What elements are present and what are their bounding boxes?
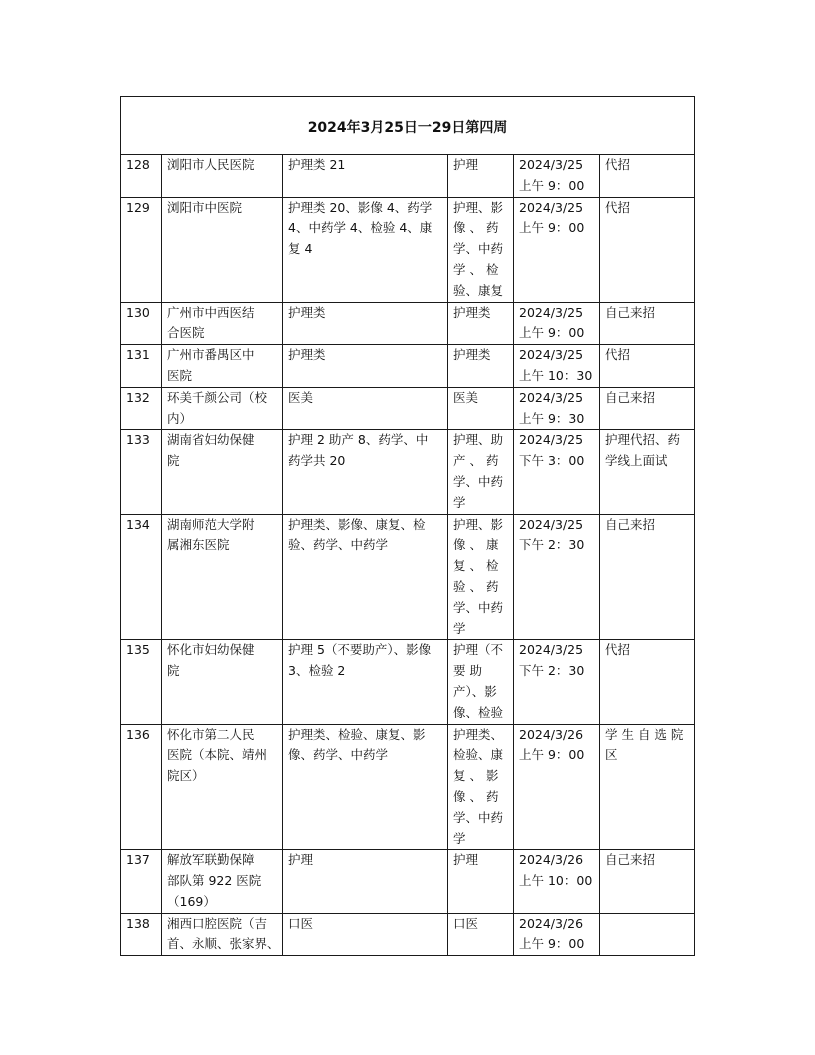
institution-name-line: 属湘东医院	[167, 537, 230, 553]
interview-time-line: 2024/3/25	[519, 304, 584, 320]
institution-name-line: 院	[167, 453, 180, 469]
institution-name-line: 部队第 922 医院	[167, 873, 262, 889]
interview-time-line: 上午 9：30	[519, 410, 585, 426]
institution-name-line: 怀化市妇幼保健	[167, 642, 255, 658]
table-row	[121, 514, 695, 640]
institution-name-line: 广州市番禺区中	[167, 347, 255, 363]
recruit-method-cell	[600, 913, 695, 956]
row-number: 136	[126, 726, 150, 742]
institution-name-line: 湖南省妇幼保健	[167, 432, 255, 448]
interview-time-line: 上午 10：30	[519, 367, 593, 383]
positions-quota-cell	[283, 387, 448, 430]
row-number-cell	[121, 430, 162, 514]
major-category-line: 护理类	[453, 347, 491, 363]
major-category-line: 护理、助	[453, 432, 504, 448]
institution-name-cell	[162, 724, 283, 850]
interview-time-cell	[514, 514, 600, 640]
major-category-line: 产）、影	[453, 683, 497, 699]
institution-name-line: 院区）	[167, 768, 205, 784]
recruit-method-line: 自己来招	[605, 516, 656, 532]
interview-time-line: 2024/3/25	[519, 199, 584, 215]
positions-quota-line: 护理类	[288, 304, 326, 320]
row-number: 138	[126, 915, 150, 931]
positions-quota-line: 护理类 21	[288, 157, 346, 172]
major-category-line: 像 、 药	[453, 788, 499, 804]
institution-name-line: 首、永顺、张家界、	[167, 936, 280, 952]
major-category-line: 护理、影	[453, 516, 504, 532]
row-number-cell	[121, 913, 162, 956]
institution-name-line: 怀化市第二人民	[167, 726, 255, 742]
positions-quota-cell	[283, 197, 448, 302]
recruit-method-line: 自己来招	[605, 852, 656, 868]
major-category-line: 复 、 影	[453, 768, 499, 784]
recruit-method-cell	[600, 345, 695, 388]
row-number-cell	[121, 197, 162, 302]
row-number: 134	[126, 516, 150, 532]
interview-time-line: 下午 3：00	[519, 453, 585, 469]
interview-time-line: 下午 2：30	[519, 663, 585, 679]
major-category-line: 学、中药	[453, 473, 504, 489]
institution-name-line: 解放军联勤保障	[167, 852, 255, 868]
institution-name-line: 广州市中西医结	[167, 304, 255, 320]
row-number: 129	[126, 199, 150, 215]
recruit-method-line: 代招	[605, 199, 631, 215]
interview-time-line: 2024/3/25	[519, 389, 584, 405]
positions-quota-cell	[283, 850, 448, 913]
positions-quota-line: 护理 5（不要助产）、影像	[288, 642, 432, 658]
recruit-method-cell	[600, 155, 695, 198]
major-category-line: 学	[453, 620, 466, 636]
table-body	[121, 97, 695, 956]
major-category-line: 验、康复	[453, 282, 504, 298]
major-category-cell	[448, 514, 514, 640]
row-number: 132	[126, 389, 150, 405]
positions-quota-line: 口医	[288, 915, 314, 931]
major-category-cell	[448, 345, 514, 388]
recruit-method-line: 学线上面试	[605, 453, 668, 469]
institution-name-line: 医院	[167, 367, 193, 383]
positions-quota-cell	[283, 302, 448, 345]
positions-quota-cell	[283, 640, 448, 724]
major-category-cell	[448, 640, 514, 724]
interview-time-cell	[514, 197, 600, 302]
institution-name-cell	[162, 345, 283, 388]
positions-quota-cell	[283, 345, 448, 388]
institution-name-cell	[162, 155, 283, 198]
institution-name-line: 湖南师范大学附	[167, 516, 255, 532]
recruit-method-cell	[600, 850, 695, 913]
row-number-cell	[121, 724, 162, 850]
positions-quota-line: 护理 2 助产 8、药学、中	[288, 432, 429, 448]
positions-quota-line: 验、药学、中药学	[288, 537, 389, 553]
major-category-line: 医美	[453, 389, 479, 405]
major-category-line: 护理（不	[453, 642, 504, 658]
interview-time-line: 上午 9：00	[519, 220, 585, 236]
major-category-line: 检验、康	[453, 747, 504, 763]
major-category-line: 学、中药	[453, 241, 504, 257]
row-number: 137	[126, 852, 150, 868]
major-category-cell	[448, 913, 514, 956]
row-number-cell	[121, 850, 162, 913]
recruit-method-line: 学 生 自 选 院	[605, 726, 684, 742]
row-number-cell	[121, 155, 162, 198]
positions-quota-line: 像、药学、中药学	[288, 747, 389, 763]
recruit-method-line: 代招	[605, 157, 631, 172]
interview-time-cell	[514, 430, 600, 514]
interview-time-cell	[514, 387, 600, 430]
positions-quota-cell	[283, 155, 448, 198]
row-number: 133	[126, 432, 150, 448]
interview-time-line: 上午 9：00	[519, 177, 585, 193]
institution-name-line: 内）	[167, 410, 193, 426]
row-number-cell	[121, 640, 162, 724]
recruit-method-line: 代招	[605, 347, 631, 363]
positions-quota-line: 护理	[288, 852, 314, 868]
table-row	[121, 387, 695, 430]
positions-quota-cell	[283, 514, 448, 640]
interview-time-cell	[514, 155, 600, 198]
positions-quota-cell	[283, 430, 448, 514]
recruit-method-cell	[600, 430, 695, 514]
recruit-method-line: 区	[605, 747, 618, 763]
positions-quota-line: 护理类、影像、康复、检	[288, 516, 426, 532]
positions-quota-line: 护理类 20、影像 4、药学	[288, 199, 433, 215]
table-row	[121, 430, 695, 514]
table-row	[121, 197, 695, 302]
recruit-method-line: 护理代招、药	[605, 432, 681, 448]
recruit-method-line: 自己来招	[605, 304, 656, 320]
row-number-cell	[121, 345, 162, 388]
institution-name-line: 合医院	[167, 325, 205, 341]
major-category-line: 产 、 药	[453, 453, 499, 469]
major-category-line: 复 、 检	[453, 558, 499, 574]
major-category-line: 学、中药	[453, 809, 504, 825]
positions-quota-line: 3、检验 2	[288, 663, 346, 679]
row-number-cell	[121, 302, 162, 345]
row-number: 128	[126, 157, 150, 172]
interview-time-line: 2024/3/25	[519, 157, 584, 172]
institution-name-line: （169）	[167, 893, 216, 909]
recruit-method-cell	[600, 724, 695, 850]
interview-time-line: 2024/3/25	[519, 642, 584, 658]
positions-quota-line: 医美	[288, 389, 314, 405]
major-category-line: 像 、 康	[453, 537, 499, 553]
recruit-method-cell	[600, 197, 695, 302]
interview-time-cell	[514, 913, 600, 956]
institution-name-cell	[162, 913, 283, 956]
interview-time-cell	[514, 850, 600, 913]
interview-time-cell	[514, 302, 600, 345]
institution-name-cell	[162, 387, 283, 430]
table-row	[121, 850, 695, 913]
interview-time-line: 2024/3/25	[519, 347, 584, 363]
major-category-cell	[448, 155, 514, 198]
interview-time-cell	[514, 640, 600, 724]
recruitment-schedule-table	[120, 96, 695, 956]
major-category-cell	[448, 387, 514, 430]
interview-time-cell	[514, 345, 600, 388]
institution-name-cell	[162, 850, 283, 913]
positions-quota-line: 护理类、检验、康复、影	[288, 726, 426, 742]
interview-time-line: 2024/3/25	[519, 516, 584, 532]
table-row	[121, 302, 695, 345]
interview-time-line: 下午 2：30	[519, 537, 585, 553]
major-category-line: 像、检验	[453, 704, 504, 720]
row-number: 130	[126, 304, 150, 320]
major-category-cell	[448, 724, 514, 850]
positions-quota-line: 护理类	[288, 347, 326, 363]
interview-time-line: 上午 10：00	[519, 873, 593, 889]
major-category-line: 学	[453, 494, 466, 510]
interview-time-line: 上午 9：00	[519, 325, 585, 341]
major-category-line: 要 助	[453, 663, 482, 679]
recruit-method-line: 代招	[605, 642, 631, 658]
institution-name-cell	[162, 197, 283, 302]
week-title: 2024年3月25日一29日第四周	[307, 120, 508, 137]
positions-quota-line: 复 4	[288, 241, 313, 257]
major-category-line: 验 、 药	[453, 578, 499, 594]
major-category-cell	[448, 430, 514, 514]
row-number: 131	[126, 347, 150, 363]
title-row	[121, 97, 695, 155]
major-category-cell	[448, 850, 514, 913]
major-category-line: 护理、影	[453, 199, 504, 215]
recruit-method-line: 自己来招	[605, 389, 656, 405]
recruit-method-cell	[600, 302, 695, 345]
institution-name-cell	[162, 514, 283, 640]
row-number: 135	[126, 642, 150, 658]
major-category-cell	[448, 302, 514, 345]
major-category-line: 像 、 药	[453, 220, 499, 236]
week-title-cell	[121, 97, 695, 155]
positions-quota-cell	[283, 913, 448, 956]
table-row	[121, 155, 695, 198]
positions-quota-line: 4、中药学 4、检验 4、康	[288, 220, 433, 236]
row-number-cell	[121, 514, 162, 640]
institution-name-cell	[162, 430, 283, 514]
interview-time-line: 上午 9：00	[519, 747, 585, 763]
interview-time-line: 2024/3/26	[519, 726, 584, 742]
positions-quota-line: 药学共 20	[288, 453, 346, 469]
institution-name-cell	[162, 302, 283, 345]
major-category-line: 护理类	[453, 304, 491, 320]
recruit-method-cell	[600, 387, 695, 430]
interview-time-line: 2024/3/25	[519, 432, 584, 448]
major-category-line: 学 、 检	[453, 261, 499, 277]
major-category-line: 护理	[453, 157, 479, 172]
major-category-line: 护理	[453, 852, 479, 868]
institution-name-line: 院	[167, 663, 180, 679]
institution-name-line: 湘西口腔医院（吉	[167, 915, 268, 931]
institution-name-line: 浏阳市中医院	[167, 199, 243, 215]
major-category-line: 学、中药	[453, 599, 504, 615]
institution-name-line: 浏阳市人民医院	[167, 157, 255, 172]
interview-time-cell	[514, 724, 600, 850]
recruit-method-cell	[600, 514, 695, 640]
interview-time-line: 上午 9：00	[519, 936, 585, 952]
institution-name-line: 环美千颜公司（校	[167, 389, 268, 405]
table-row	[121, 724, 695, 850]
interview-time-line: 2024/3/26	[519, 915, 584, 931]
institution-name-cell	[162, 640, 283, 724]
row-number-cell	[121, 387, 162, 430]
positions-quota-cell	[283, 724, 448, 850]
institution-name-line: 医院（本院、靖州	[167, 747, 268, 763]
interview-time-line: 2024/3/26	[519, 852, 584, 868]
recruit-method-cell	[600, 640, 695, 724]
table-row	[121, 640, 695, 724]
major-category-cell	[448, 197, 514, 302]
table-row	[121, 913, 695, 956]
table-row	[121, 345, 695, 388]
major-category-line: 护理类、	[453, 726, 504, 742]
major-category-line: 口医	[453, 915, 479, 931]
major-category-line: 学	[453, 830, 466, 846]
